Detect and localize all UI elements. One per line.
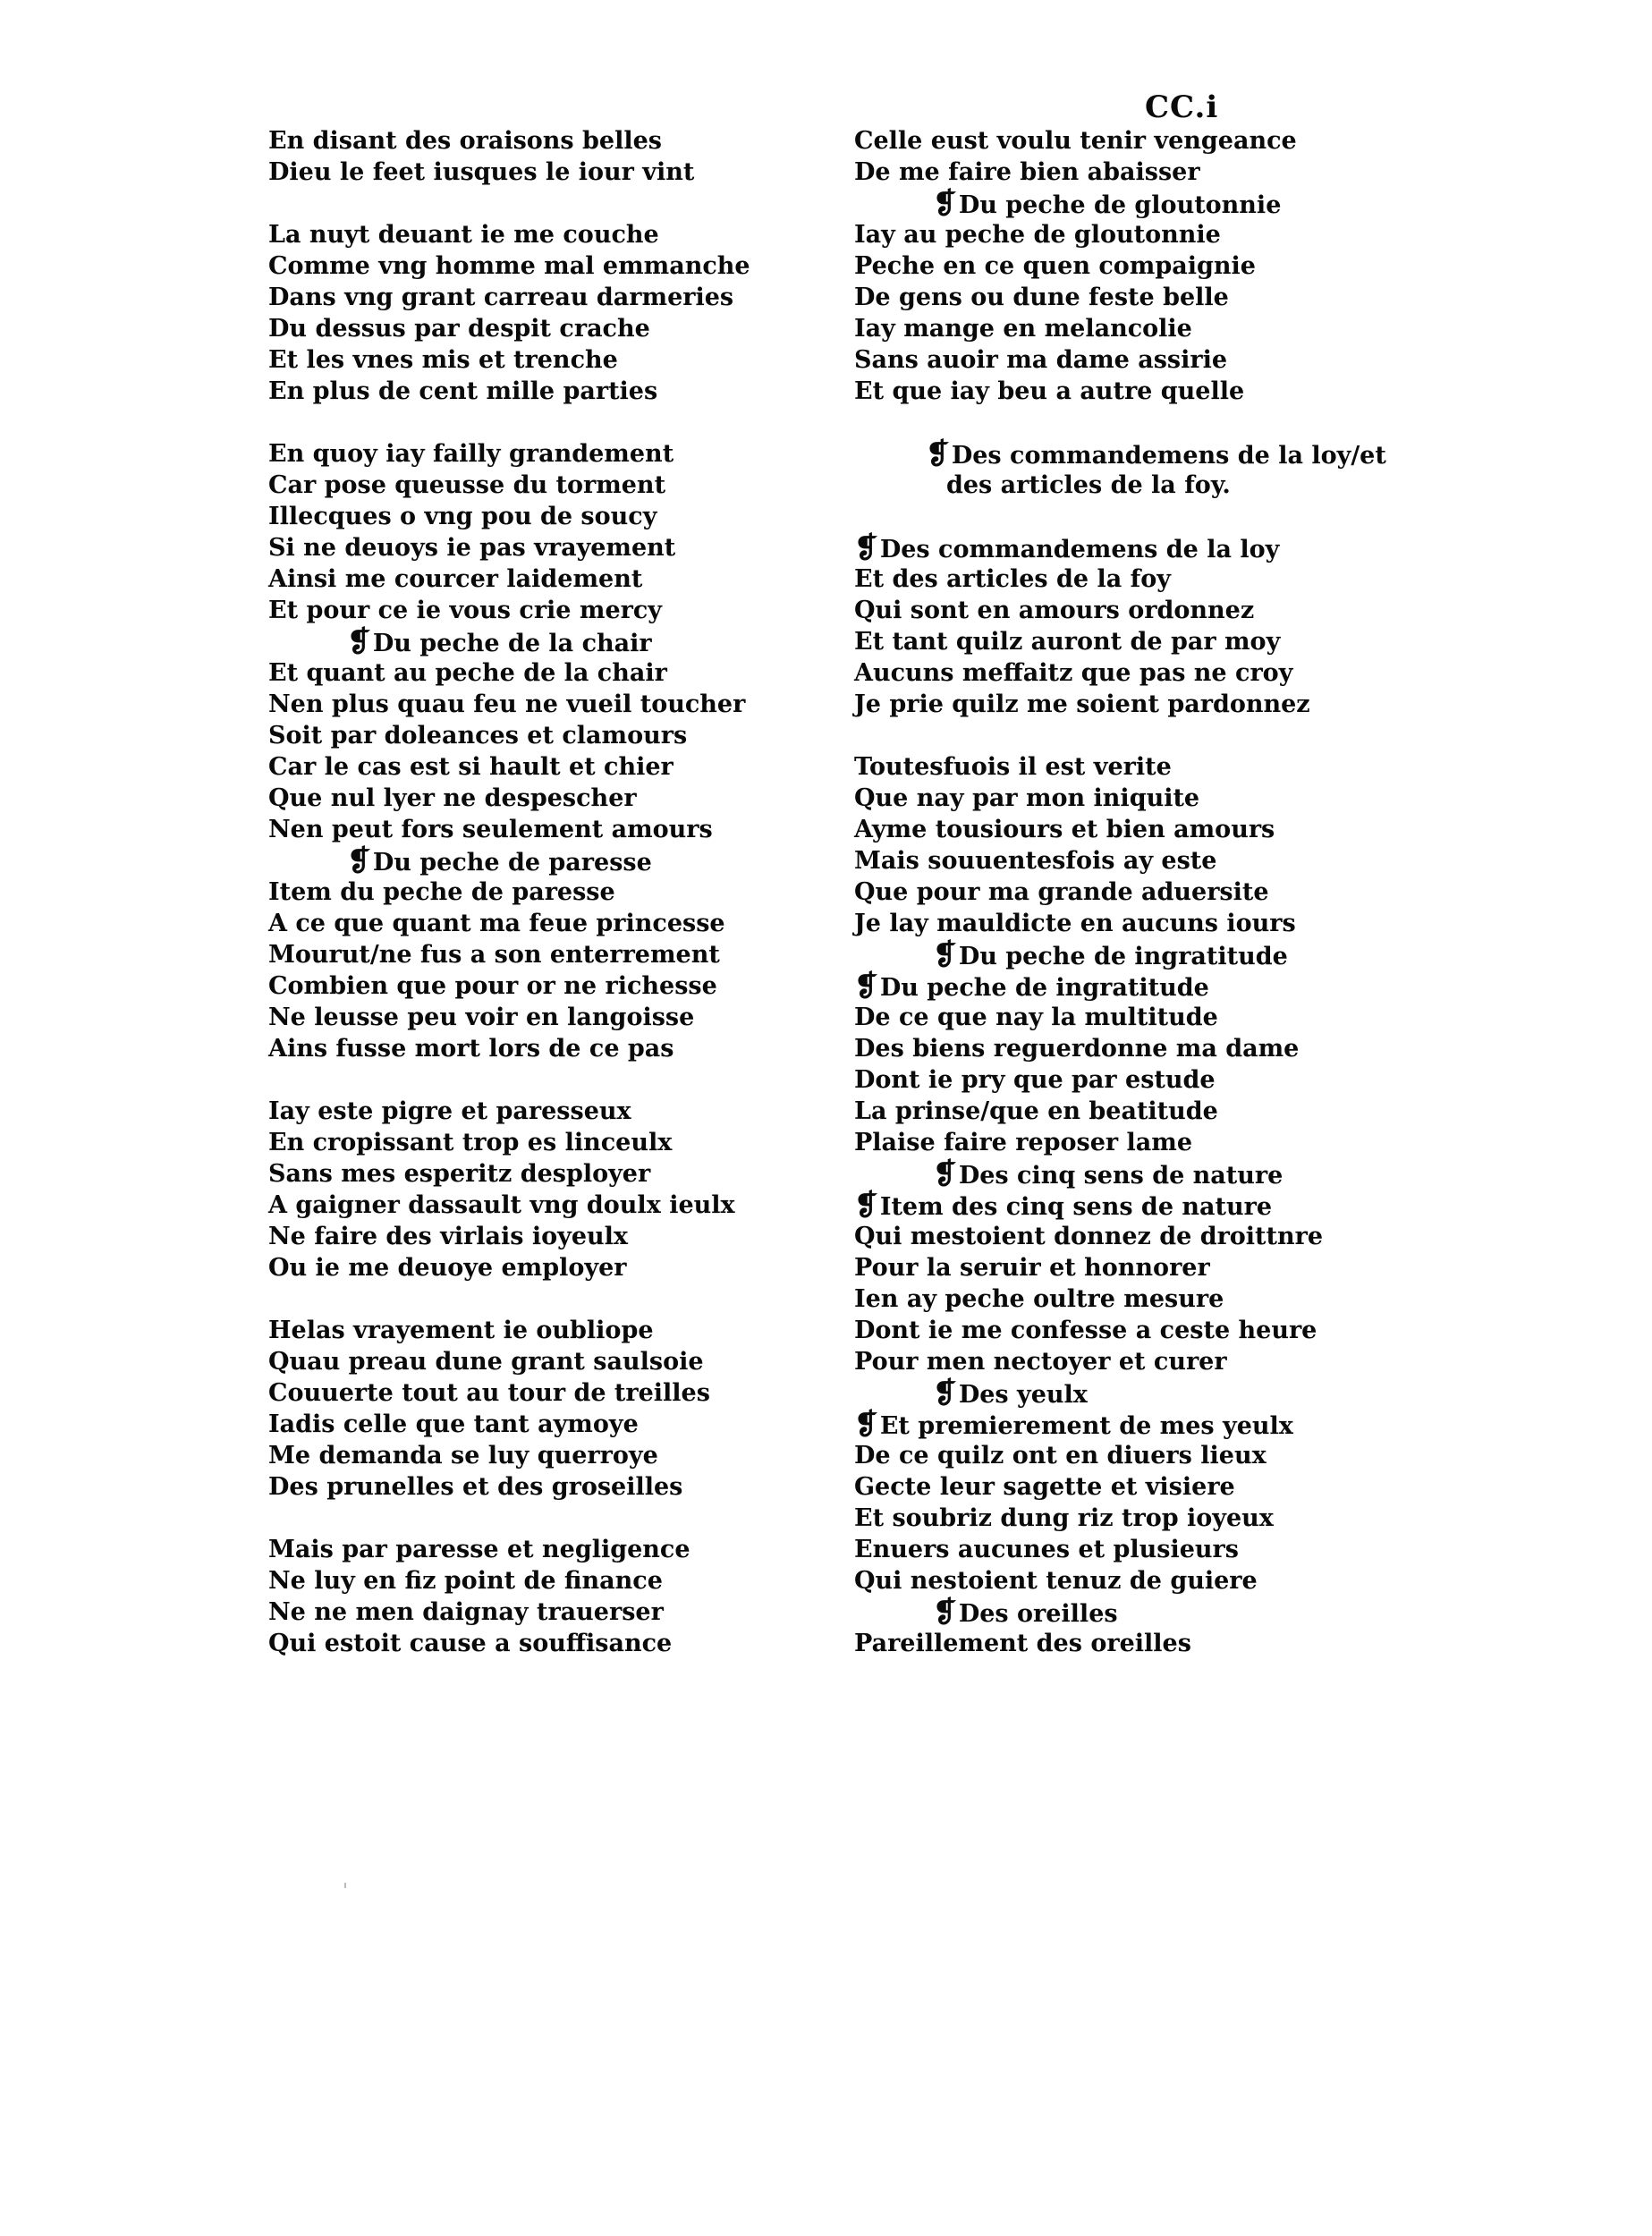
- line-text: Combien que pour or ne richesse: [268, 972, 717, 1000]
- line-text: Des biens reguerdonne ma dame: [854, 1035, 1300, 1063]
- verse-line: [854, 626, 1427, 657]
- verse-line: [268, 877, 841, 908]
- verse-line: [854, 1221, 1427, 1252]
- pilcrow-icon: ❡: [854, 530, 878, 564]
- verse-line: [268, 1033, 841, 1064]
- verse-line: [268, 1158, 841, 1190]
- section-heading: [854, 470, 1427, 501]
- line-text: Enuers aucunes et plusieurs: [854, 1536, 1239, 1563]
- stanza-gap: [268, 188, 841, 219]
- section-heading: [854, 939, 1427, 970]
- verse-line: [268, 282, 841, 313]
- line-text: Ainsi me courcer laidement: [268, 565, 643, 593]
- line-text: Ains fusse mort lors de ce pas: [268, 1035, 674, 1063]
- line-text: Ne ne men daignay trauerser: [268, 1598, 664, 1626]
- line-text: De ce que nay la multitude: [854, 1004, 1218, 1031]
- line-text: Iay au peche de gloutonnie: [854, 221, 1221, 249]
- line-text: Du peche de ingratitude: [879, 974, 1209, 1002]
- verse-line: [854, 657, 1427, 689]
- pilcrow-icon: ❡: [933, 1595, 957, 1629]
- verse-line: [268, 1221, 841, 1252]
- pilcrow-icon: ❡: [854, 1188, 878, 1222]
- line-text: En disant des oraisons belles: [268, 127, 662, 155]
- verse-line: [268, 470, 841, 501]
- line-text: De ce quilz ont en diuers lieux: [854, 1442, 1267, 1469]
- stanza-gap: [268, 1283, 841, 1315]
- line-text: Mais par paresse et negligence: [268, 1536, 690, 1563]
- line-text: Des cinq sens de nature: [958, 1162, 1283, 1190]
- verse-line: [854, 595, 1427, 626]
- line-text: En cropissant trop es linceulx: [268, 1129, 673, 1156]
- verse-line: [854, 689, 1427, 720]
- verse-line: [854, 751, 1427, 783]
- line-text: Car le cas est si hault et chier: [268, 753, 674, 781]
- line-text: Du peche de ingratitude: [958, 943, 1288, 970]
- verse-line: [268, 125, 841, 157]
- line-text: Qui mestoient donnez de droittnre: [854, 1223, 1324, 1250]
- verse-line: [854, 908, 1427, 939]
- line-text: Pour la seruir et honnorer: [854, 1254, 1210, 1282]
- pilcrow-icon: ❡: [347, 843, 371, 877]
- pilcrow-icon: ❡: [854, 969, 878, 1003]
- verse-line: [854, 1534, 1427, 1565]
- line-text: Je lay mauldicte en aucuns iours: [854, 910, 1296, 937]
- line-text: Du peche de gloutonnie: [958, 191, 1282, 219]
- verse-line: [268, 1471, 841, 1503]
- verse-line: [854, 1471, 1427, 1503]
- verse-line: [268, 157, 841, 188]
- line-text: Dont ie me confesse a ceste heure: [854, 1317, 1317, 1344]
- verse-line: [854, 970, 1427, 1002]
- line-text: Que nay par mon iniquite: [854, 784, 1200, 812]
- verse-line: [854, 877, 1427, 908]
- line-text: Ayme tousiours et bien amours: [854, 816, 1275, 843]
- verse-line: [268, 1190, 841, 1221]
- stanza-gap: [854, 501, 1427, 532]
- line-text: Pareillement des oreilles: [854, 1630, 1191, 1657]
- section-heading: [854, 1158, 1427, 1190]
- line-text: La prinse/que en beatitude: [854, 1097, 1218, 1125]
- line-text: Et des articles de la foy: [854, 565, 1171, 593]
- line-text: Et soubriz dung riz trop ioyeux: [854, 1504, 1274, 1532]
- line-text: Du peche de paresse: [372, 849, 652, 877]
- line-text: Nen plus quau feu ne vueil toucher: [268, 690, 746, 718]
- line-text: Je prie quilz me soient pardonnez: [854, 690, 1310, 718]
- line-text: Plaise faire reposer lame: [854, 1129, 1193, 1156]
- verse-line: [854, 845, 1427, 877]
- line-text: Et pour ce ie vous crie mercy: [268, 597, 662, 624]
- line-text: Car pose queusse du torment: [268, 471, 666, 499]
- verse-line: [268, 751, 841, 783]
- verse-line: [268, 1440, 841, 1471]
- line-text: Ne leusse peu voir en langoisse: [268, 1004, 695, 1031]
- verse-line: [268, 250, 841, 282]
- verse-line: [268, 783, 841, 814]
- line-text: Et que iay beu a autre quelle: [854, 377, 1245, 405]
- verse-line: [854, 1096, 1427, 1127]
- line-text: Iay este pigre et paresseux: [268, 1097, 631, 1125]
- line-text: Sans mes esperitz desployer: [268, 1160, 651, 1188]
- verse-line: [268, 376, 841, 407]
- stray-mark: [344, 1883, 346, 1888]
- line-text: Sans auoir ma dame assirie: [854, 346, 1228, 374]
- verse-line: [854, 1283, 1427, 1315]
- verse-line: [268, 344, 841, 376]
- verse-line: [854, 1002, 1427, 1033]
- line-text: Iadis celle que tant aymoye: [268, 1410, 639, 1438]
- line-text: des articles de la foy.: [946, 471, 1231, 499]
- stanza-gap: [268, 407, 841, 438]
- line-text: Des commandemens de la loy: [879, 536, 1280, 563]
- line-text: Iay mange en melancolie: [854, 315, 1192, 343]
- line-text: Que nul lyer ne despescher: [268, 784, 637, 812]
- line-text: Me demanda se luy querroye: [268, 1442, 658, 1469]
- pilcrow-icon: ❡: [933, 186, 957, 220]
- verse-line: [854, 1440, 1427, 1471]
- verse-line: [854, 1628, 1427, 1659]
- line-text: La nuyt deuant ie me couche: [268, 221, 659, 249]
- verse-line: [268, 1127, 841, 1158]
- line-text: Et tant quilz auront de par moy: [854, 628, 1281, 656]
- line-text: Du peche de la chair: [372, 630, 652, 657]
- line-text: Dans vng grant carreau darmeries: [268, 284, 734, 311]
- section-heading: [854, 188, 1427, 219]
- line-text: Ou ie me deuoye employer: [268, 1254, 627, 1282]
- line-text: En quoy iay failly grandement: [268, 440, 674, 468]
- line-text: Celle eust voulu tenir vengeance: [854, 127, 1297, 155]
- verse-line: [854, 344, 1427, 376]
- line-text: Item du peche de paresse: [268, 878, 615, 906]
- verse-line: [854, 282, 1427, 313]
- verse-line: [854, 1033, 1427, 1064]
- line-text: Des oreilles: [958, 1600, 1118, 1628]
- verse-line: [854, 1346, 1427, 1377]
- line-text: A ce que quant ma feue princesse: [268, 910, 725, 937]
- pilcrow-icon: ❡: [854, 1407, 878, 1441]
- line-text: Du dessus par despit crache: [268, 315, 650, 343]
- verse-line: [268, 313, 841, 344]
- section-heading: [854, 438, 1427, 470]
- line-text: Comme vng homme mal emmanche: [268, 252, 750, 280]
- verse-line: [854, 1315, 1427, 1346]
- line-text: Helas vrayement ie oubliope: [268, 1317, 654, 1344]
- line-text: Quau preau dune grant saulsoie: [268, 1348, 704, 1376]
- line-text: Des prunelles et des groseilles: [268, 1473, 683, 1501]
- line-text: Toutesfuois il est verite: [854, 753, 1172, 781]
- stanza-gap: [854, 407, 1427, 438]
- verse-line: [854, 783, 1427, 814]
- line-text: Des commandemens de la loy/et: [951, 442, 1386, 470]
- verse-line: [268, 908, 841, 939]
- line-text: Et quant au peche de la chair: [268, 659, 667, 687]
- verse-line: [854, 1565, 1427, 1597]
- verse-line: [854, 125, 1427, 157]
- pilcrow-icon: ❡: [347, 624, 371, 658]
- line-text: Peche en ce quen compaignie: [854, 252, 1256, 280]
- line-text: En plus de cent mille parties: [268, 377, 658, 405]
- line-text: Qui nestoient tenuz de guiere: [854, 1567, 1258, 1595]
- line-text: Aucuns meffaitz que pas ne croy: [854, 659, 1293, 687]
- right-column: [854, 125, 1427, 1659]
- verse-line: [268, 970, 841, 1002]
- verse-line: [854, 250, 1427, 282]
- verse-line: [854, 563, 1427, 595]
- verse-line: [268, 438, 841, 470]
- line-text: Mais souuentesfois ay este: [854, 847, 1217, 875]
- verse-line: [268, 1002, 841, 1033]
- verse-line: [268, 1315, 841, 1346]
- verse-line: [268, 532, 841, 563]
- verse-line: [268, 1409, 841, 1440]
- pilcrow-icon: ❡: [933, 1376, 957, 1410]
- verse-line: [268, 219, 841, 250]
- line-text: Mourut/ne fus a son enterrement: [268, 941, 720, 969]
- line-text: Dieu le feet iusques le iour vint: [268, 158, 695, 186]
- pilcrow-icon: ❡: [933, 1156, 957, 1190]
- verse-line: [854, 1503, 1427, 1534]
- line-text: Soit par doleances et clamours: [268, 722, 688, 750]
- line-text: Si ne deuoys ie pas vrayement: [268, 534, 676, 562]
- folio-number: CC.i: [1145, 89, 1219, 125]
- section-heading: [268, 845, 841, 877]
- verse-line: [268, 563, 841, 595]
- verse-line: [854, 1127, 1427, 1158]
- line-text: Nen peut fors seulement amours: [268, 816, 713, 843]
- line-text: Qui estoit cause a souffisance: [268, 1630, 673, 1657]
- verse-line: [854, 1190, 1427, 1221]
- verse-line: [268, 939, 841, 970]
- section-heading: [854, 1377, 1427, 1409]
- verse-line: [268, 595, 841, 626]
- verse-line: [854, 219, 1427, 250]
- line-text: Ne luy en fiz point de finance: [268, 1567, 663, 1595]
- verse-line: [854, 376, 1427, 407]
- left-column: [268, 125, 841, 1659]
- line-text: Qui sont en amours ordonnez: [854, 597, 1255, 624]
- line-text: Gecte leur sagette et visiere: [854, 1473, 1235, 1501]
- line-text: De me faire bien abaisser: [854, 158, 1200, 186]
- verse-line: [854, 157, 1427, 188]
- verse-line: [268, 814, 841, 845]
- verse-line: [268, 1252, 841, 1283]
- verse-line: [268, 1377, 841, 1409]
- line-text: Illecques o vng pou de soucy: [268, 503, 657, 530]
- stanza-gap: [854, 720, 1427, 751]
- verse-line: [854, 1409, 1427, 1440]
- pilcrow-icon: ❡: [933, 937, 957, 971]
- verse-line: [854, 313, 1427, 344]
- verse-line: [268, 1534, 841, 1565]
- verse-line: [854, 1252, 1427, 1283]
- line-text: Ne faire des virlais ioyeulx: [268, 1223, 628, 1250]
- line-text: Item des cinq sens de nature: [879, 1193, 1273, 1221]
- line-text: Et premierement de mes yeulx: [879, 1412, 1293, 1440]
- verse-line: [268, 657, 841, 689]
- line-text: A gaigner dassault vng doulx ieulx: [268, 1191, 735, 1219]
- verse-line: [268, 720, 841, 751]
- verse-line: [854, 814, 1427, 845]
- line-text: Ien ay peche oultre mesure: [854, 1285, 1224, 1313]
- verse-line: [854, 1064, 1427, 1096]
- verse-line: [268, 501, 841, 532]
- verse-line: [268, 1597, 841, 1628]
- section-heading: [854, 1597, 1427, 1628]
- section-heading: [268, 626, 841, 657]
- verse-line: [268, 1565, 841, 1597]
- verse-line: [268, 1628, 841, 1659]
- stanza-gap: [268, 1503, 841, 1534]
- pilcrow-icon: ❡: [926, 436, 950, 470]
- verse-line: [268, 689, 841, 720]
- line-text: Couuerte tout au tour de treilles: [268, 1379, 710, 1407]
- line-text: Des yeulx: [958, 1381, 1088, 1409]
- stanza-gap: [268, 1064, 841, 1096]
- verse-line: [268, 1346, 841, 1377]
- line-text: De gens ou dune feste belle: [854, 284, 1229, 311]
- line-text: Et les vnes mis et trenche: [268, 346, 618, 374]
- line-text: Dont ie pry que par estude: [854, 1066, 1216, 1094]
- line-text: Pour men nectoyer et curer: [854, 1348, 1227, 1376]
- verse-line: [268, 1096, 841, 1127]
- line-text: Que pour ma grande aduersite: [854, 878, 1269, 906]
- verse-line: [854, 532, 1427, 563]
